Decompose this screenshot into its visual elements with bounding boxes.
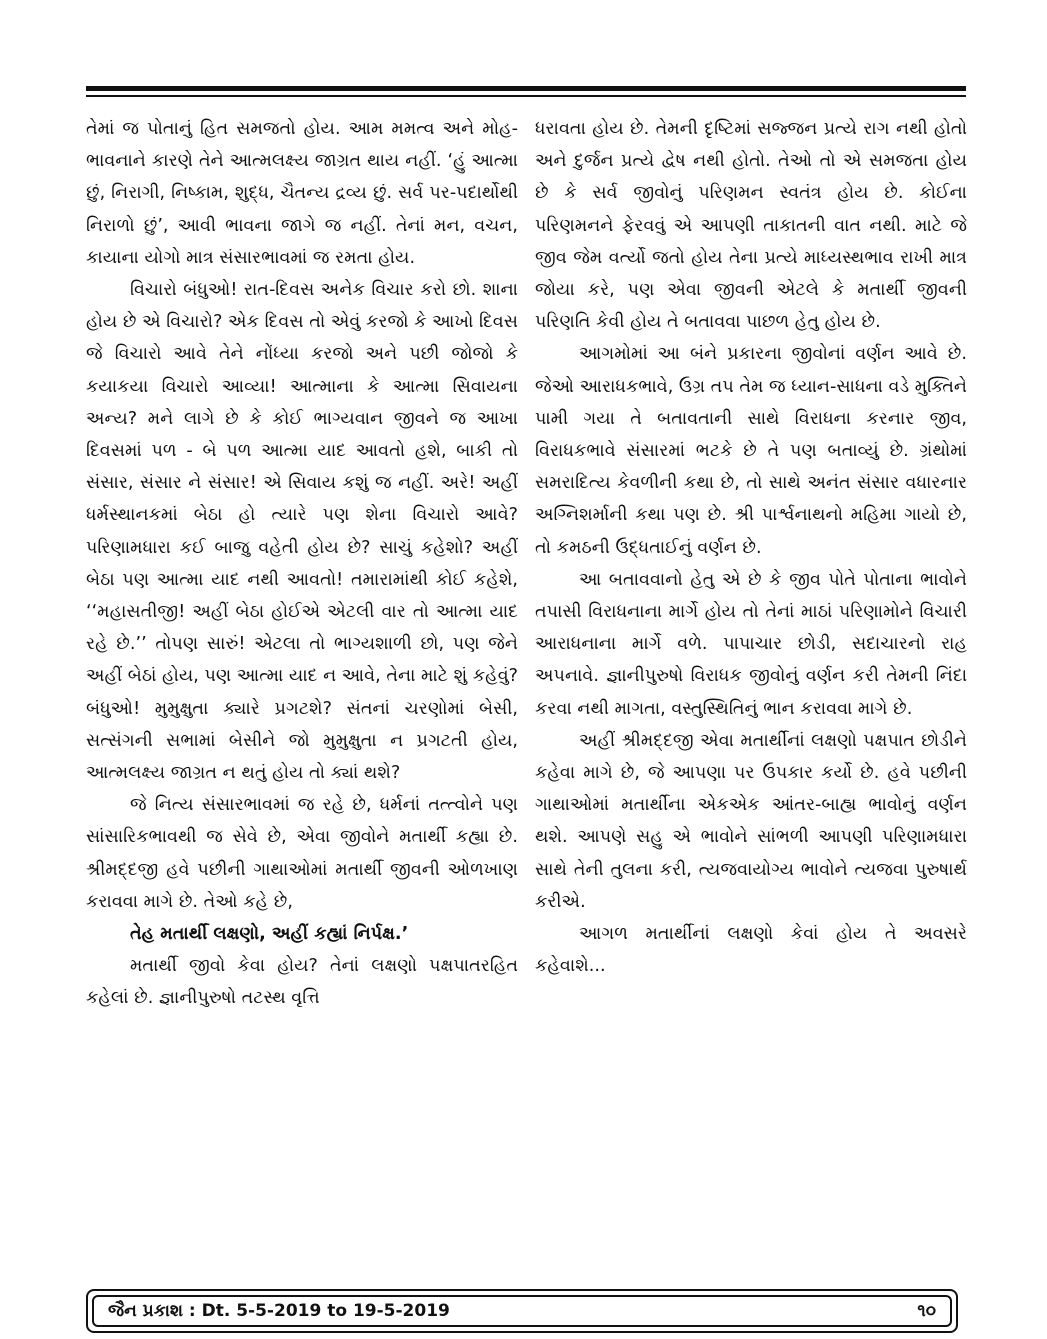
footer-inner-frame [92, 1295, 952, 1327]
paragraph: અહીં શ્રીમદ્દજી એવા મતાર્થીનાં લક્ષણો પક્ષપાત છોડીને કહેવા માગે છે, જે આપણા પર ઉપકાર કર્યો છે. હવે પછીની ગાથાઓમાં મતાર્થીના એકએક આંતર-બાહ્ય ભાવોનું વર્ણન થશે. આપણે સહુ એ ભાવોને સાંભળી આપણી પરિણામધારા સાથે તેની તુલના કરી, ત્યજવાયોગ્ય ભાવોને ત્યજવા પુરુષાર્થ કરીએ. [535, 730, 967, 912]
paragraph: આ બતાવવાનો હેતુ એ છે કે જીવ પોતે પોતાના ભાવોને તપાસી વિરાધનાના માર્ગે હોય તો તેનાં માઠાં પરિણામોને વિચારી આરાધનાના માર્ગે વળે. પાપાચાર છોડી, સદાચારનો રાહ અપનાવે. જ્ઞાનીપુરુષો વિરાધક જીવોનું વર્ણન કરી તેમની નિંદા કરવા નથી માગતા, વસ્તુસ્થિતિનું ભાન કરાવવા માગે છે. [535, 569, 967, 719]
paragraph: આગળ મતાર્થીનાં લક્ષણો કેવાં હોય તે અવસરે કહેવાશે... [535, 924, 967, 977]
page-number: ૧૦ [917, 1301, 936, 1321]
footer-frame [86, 1289, 958, 1333]
paragraph: ધરાવતા હોય છે. તેમની દૃષ્ટિમાં સજ્જન પ્રત્યે રાગ નથી હોતો અને દુર્જન પ્રત્યે દ્વેષ નથી હોતો. તેઓ તો એ સમજતા હોય છે કે સર્વ જીવોનું પરિણમન સ્વતંત્ર હોય છે. કોઈના પરિણમનને ફેરવવું એ આપણી તાકાતની વાત નથી. માટે જે જીવ જેમ વર્ત્યો જતો હોય તેના પ્રત્યે માધ્યસ્થભાવ રાખી માત્ર જોયા કરે, પણ એવા જીવની એટલે કે મતાર્થી જીવની પરિણતિ કેવી હોય તે બતાવવા પાછળ હેતુ હોય છે. [535, 119, 967, 333]
verse-line: તેહ મતાર્થી લક્ષણો, અહીં કહ્યાં નિર્પક્ષ.’ [130, 924, 409, 945]
right-column [535, 113, 967, 982]
header-rule-thin [86, 95, 966, 97]
header-rule-thick [86, 86, 966, 91]
paragraph: મતાર્થી જીવો કેવા હોય? તેનાં લક્ષણો પક્ષપાતરહિત કહેલાં છે. જ્ઞાનીપુરુષો તટસ્થ વૃત્તિ [86, 956, 518, 1009]
paragraph: જે નિત્ય સંસારભાવમાં જ રહે છે, ધર્મનાં તત્ત્વોને પણ સાંસારિકભાવથી જ સેવે છે, એવા જીવોને મતાર્થી કહ્યા છે. શ્રીમદ્દજી હવે પછીની ગાથાઓમાં મતાર્થી જીવની ઓળખાણ કરાવવા માગે છે. તેઓ કહે છે, [86, 795, 518, 912]
paragraph: તેમાં જ પોતાનું હિત સમજતો હોય. આમ મમત્વ અને મોહ-ભાવનાને કારણે તેને આત્મલક્ષ્ય જાગ્રત થાય નહીં. ‘હું આત્મા છું, નિરાગી, નિષ્કામ, શુદ્ધ, ચૈતન્ય દ્રવ્ય છું. સર્વ પર-પદાર્થોથી નિરાળો છું’, આવી ભાવના જાગે જ નહીં. તેનાં મન, વચન, કાયાના યોગો માત્ર સંસારભાવમાં જ રમતા હોય. [86, 119, 518, 268]
publication-info: જૈન પ્રકાશ : Dt. 5-5-2019 to 19-5-2019 [108, 1301, 450, 1321]
paragraph: વિચારો બંધુઓ! રાત-દિવસ અનેક વિચાર કરો છો. શાના હોય છે એ વિચારો? એક દિવસ તો એવું કરજો કે આખો દિવસ જે વિચારો આવે તેને નોંધ્યા કરજો અને પછી જોજો કે કયાકયા વિચારો આવ્યા! આત્માના કે આત્મા સિવાયના અન્ય? મને લાગે છે કે કોઈ ભાગ્યવાન જીવને જ આખા દિવસમાં પળ - બે પળ આત્મા યાદ આવતો હશે, બાકી તો સંસાર, સંસાર ને સંસાર! એ સિવાય કશું જ નહીં. અરે! અહીં ધર્મસ્થાનકમાં બેઠા હો ત્યારે પણ શેના વિચારો આવે? પરિણામધારા કઈ બાજુ વહેતી હોય છે? સાચું કહેશો? અહીં બેઠા પણ આત્મા યાદ નથી આવતો! તમારામાંથી કોઈ કહેશે, ‘‘મહાસતીજી! અહીં બેઠા હોઈએ એટલી વાર તો આત્મા યાદ રહે છે.’’ તોપણ સારું! એટલા તો ભાગ્યશાળી છો, પણ જેને અહીં બેઠાં હોય, પણ આત્મા યાદ ન આવે, તેના માટે શું કહેવું? બંધુઓ! મુમુક્ષુતા ક્યારે પ્રગટશે? સંતનાં ચરણોમાં બેસી, સત્સંગની સભામાં બેસીને જો મુમુક્ષુતા ન પ્રગટતી હોય, આત્મલક્ષ્ય જાગ્રત ન થતું હોય તો ક્યાં થશે? [86, 280, 518, 784]
left-column [86, 113, 518, 1015]
paragraph: આગમોમાં આ બંને પ્રકારના જીવોનાં વર્ણન આવે છે. જેઓ આરાધકભાવે, ઉગ્ર તપ તેમ જ ધ્યાન-સાધના વડે મુક્તિને પામી ગયા તે બતાવતાની સાથે વિરાધના કરનાર જીવ, વિરાધકભાવે સંસારમાં ભટકે છે તે પણ બતાવ્યું છે. ગ્રંથોમાં સમરાદિત્ય કેવળીની કથા છે, તો સાથે અનંત સંસાર વધારનાર અગ્નિશર્માની કથા પણ છે. શ્રી પાર્શ્વનાથનો મહિમા ગાયો છે, તો કમઠની ઉદ્ધતાઈનું વર્ણન છે. [535, 344, 967, 558]
